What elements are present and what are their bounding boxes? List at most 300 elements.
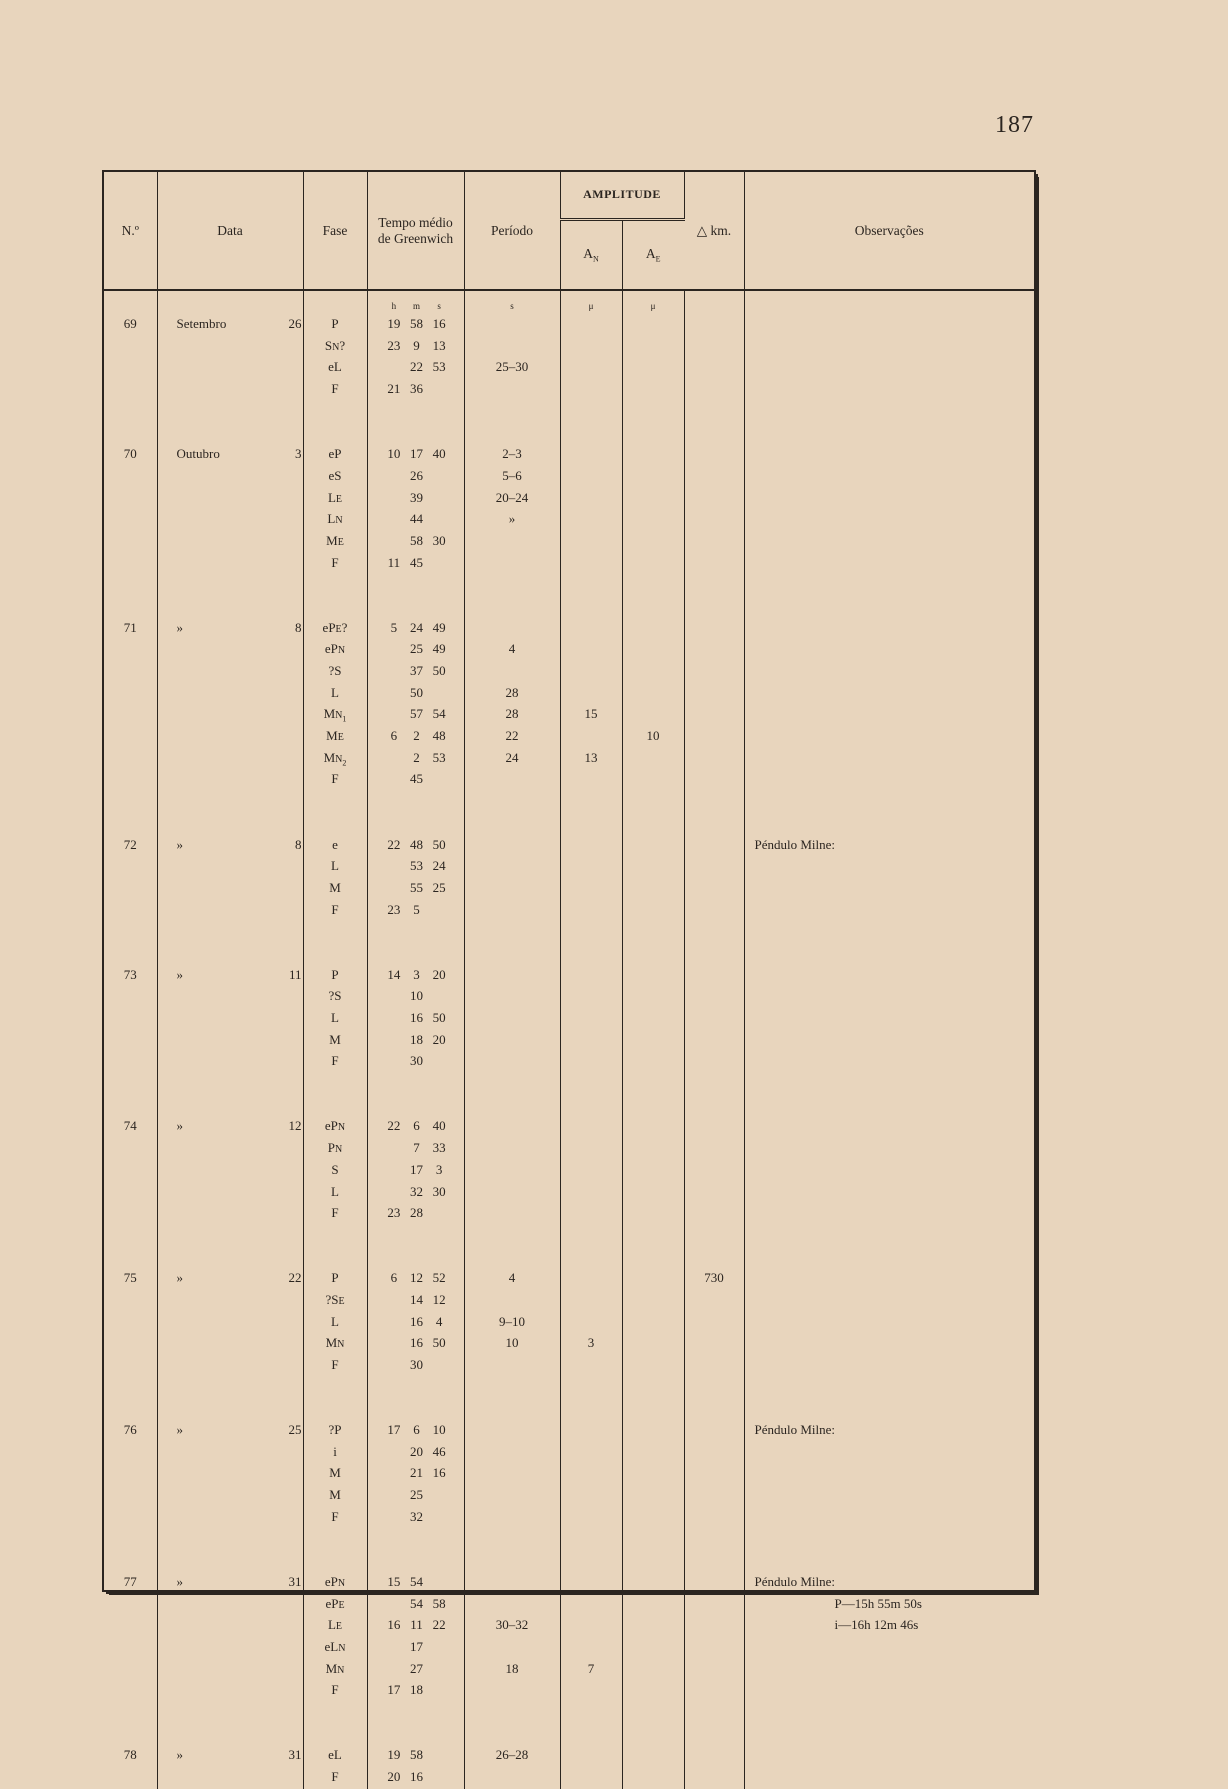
time-m: 54 bbox=[410, 1595, 423, 1611]
km-value bbox=[686, 465, 743, 487]
km-value bbox=[686, 1007, 743, 1029]
an-value: 13 bbox=[584, 749, 598, 765]
time-s: 16 bbox=[432, 1465, 446, 1481]
ae-value bbox=[624, 1267, 683, 1289]
time-h: 22 bbox=[387, 1118, 401, 1134]
column-an bbox=[560, 290, 622, 1789]
header-fase: Fase bbox=[303, 172, 367, 290]
ae-value bbox=[624, 747, 683, 769]
row-gap bbox=[369, 1397, 463, 1419]
row-gap bbox=[305, 1397, 366, 1419]
periodo-value bbox=[466, 1679, 559, 1701]
row-gap bbox=[159, 1549, 302, 1571]
ae-value bbox=[624, 1311, 683, 1333]
time-s: 53 bbox=[432, 749, 446, 765]
ae-value bbox=[624, 768, 683, 790]
time-m: 16 bbox=[410, 1335, 423, 1351]
an-value bbox=[562, 1484, 621, 1506]
time-value bbox=[369, 1267, 463, 1289]
entry-date bbox=[159, 617, 302, 639]
row-gap bbox=[624, 1397, 683, 1419]
time-m: 3 bbox=[413, 966, 420, 982]
observacao bbox=[755, 1029, 1034, 1051]
observacao bbox=[755, 1744, 1034, 1766]
ae-value bbox=[624, 1658, 683, 1680]
periodo-value bbox=[466, 1115, 559, 1137]
time-h: 15 bbox=[387, 1573, 401, 1589]
time-s: 16 bbox=[432, 316, 446, 331]
time-h: 5 bbox=[390, 619, 398, 635]
fase-value: ME bbox=[326, 728, 344, 744]
fase-value: L bbox=[331, 1010, 339, 1025]
entry-day: 11 bbox=[288, 966, 302, 982]
entry-num bbox=[105, 747, 156, 769]
km-value bbox=[686, 899, 743, 921]
km-value bbox=[686, 378, 743, 400]
row-gap bbox=[369, 812, 463, 834]
km-value bbox=[686, 443, 743, 465]
row-gap bbox=[624, 1376, 683, 1398]
time-m: 36 bbox=[410, 381, 423, 397]
time-value bbox=[369, 1766, 463, 1788]
ae-value bbox=[624, 1181, 683, 1203]
an-value bbox=[562, 1571, 621, 1593]
entry-date bbox=[159, 1181, 302, 1203]
ae-value bbox=[624, 1289, 683, 1311]
row-gap bbox=[159, 942, 302, 964]
row-gap bbox=[624, 812, 683, 834]
entry-date bbox=[159, 1484, 302, 1506]
periodo-value: 28 bbox=[505, 684, 519, 700]
time-m: 25 bbox=[410, 641, 423, 657]
ae-value bbox=[624, 530, 683, 552]
row-gap bbox=[686, 1528, 743, 1550]
fase-value: L bbox=[331, 1313, 339, 1329]
periodo-value bbox=[466, 1007, 559, 1029]
entry-day: 26 bbox=[288, 316, 302, 331]
time-h: 19 bbox=[387, 316, 401, 331]
entry-date bbox=[159, 1137, 302, 1159]
an-value bbox=[562, 725, 621, 747]
ae-value bbox=[624, 1614, 683, 1636]
time-h bbox=[383, 1636, 406, 1658]
time-h bbox=[383, 747, 406, 769]
fase-value: M bbox=[329, 1487, 341, 1503]
time-value bbox=[369, 1332, 463, 1354]
observacao bbox=[755, 1181, 1034, 1203]
time-h: 14 bbox=[387, 966, 401, 982]
an-value bbox=[562, 1289, 621, 1311]
an-value bbox=[562, 335, 621, 357]
entry-num bbox=[105, 855, 156, 877]
row-gap bbox=[686, 573, 743, 595]
time-s: 40 bbox=[432, 446, 446, 462]
time-h: 11 bbox=[387, 554, 401, 570]
ae-value bbox=[624, 1744, 683, 1766]
row-gap bbox=[755, 1072, 1034, 1094]
fase-value: F bbox=[331, 1508, 339, 1524]
time-value bbox=[369, 1679, 463, 1701]
fase-value: SN? bbox=[324, 337, 346, 353]
periodo-value: » bbox=[508, 511, 516, 527]
entry-date bbox=[159, 1744, 302, 1766]
row-gap bbox=[105, 595, 156, 617]
row-gap bbox=[105, 920, 156, 942]
entry-date bbox=[159, 1614, 302, 1636]
ae-value bbox=[624, 313, 683, 335]
entry-day: 12 bbox=[288, 1118, 302, 1134]
an-value bbox=[562, 1506, 621, 1528]
header-observacoes: Observações bbox=[744, 172, 1034, 290]
row-gap bbox=[624, 1224, 683, 1246]
an-value bbox=[562, 1115, 621, 1137]
time-h bbox=[383, 855, 406, 877]
row-gap bbox=[105, 1224, 156, 1246]
time-value bbox=[369, 1441, 463, 1463]
fase-value: P bbox=[331, 316, 339, 331]
km-value bbox=[686, 725, 743, 747]
periodo-value bbox=[466, 552, 559, 574]
row-gap bbox=[305, 573, 366, 595]
periodo-value: 22 bbox=[505, 728, 519, 744]
an-value bbox=[562, 899, 621, 921]
time-h bbox=[383, 1593, 406, 1615]
row-gap bbox=[624, 400, 683, 422]
entry-num: 77 bbox=[123, 1573, 137, 1589]
header-an: $A_N$ bbox=[560, 220, 622, 291]
observacao bbox=[755, 1050, 1034, 1072]
an-value bbox=[562, 834, 621, 856]
entry-date bbox=[159, 1679, 302, 1701]
time-h: 10 bbox=[387, 446, 401, 462]
row-gap bbox=[305, 812, 366, 834]
row-gap bbox=[466, 595, 559, 617]
time-m: 24 bbox=[410, 619, 423, 635]
row-gap bbox=[755, 421, 1034, 443]
km-value bbox=[686, 834, 743, 856]
time-value bbox=[369, 682, 463, 704]
an-value bbox=[562, 1181, 621, 1203]
entry-day: 25 bbox=[288, 1422, 302, 1438]
fase-value: ?S bbox=[328, 988, 342, 1004]
observacao bbox=[755, 508, 1034, 530]
observacao bbox=[755, 877, 1034, 899]
entry-num bbox=[105, 1311, 156, 1333]
entry-num: 71 bbox=[123, 619, 137, 635]
km-value bbox=[686, 985, 743, 1007]
observacao bbox=[755, 1441, 1034, 1463]
time-h: 21 bbox=[387, 381, 401, 397]
entry-num: 75 bbox=[123, 1270, 137, 1286]
km-value bbox=[686, 1614, 743, 1636]
row-gap bbox=[305, 942, 366, 964]
entry-date bbox=[159, 313, 302, 335]
periodo-value bbox=[466, 1571, 559, 1593]
fase-value: i bbox=[333, 1443, 337, 1459]
time-value bbox=[369, 1050, 463, 1072]
column-num bbox=[104, 290, 157, 1789]
ae-value bbox=[624, 1137, 683, 1159]
entry-date bbox=[159, 508, 302, 530]
time-h bbox=[383, 1029, 406, 1051]
entry-date bbox=[159, 1050, 302, 1072]
entry-num bbox=[105, 335, 156, 357]
row-gap bbox=[624, 1072, 683, 1094]
time-value bbox=[369, 313, 463, 335]
km-value bbox=[686, 1679, 743, 1701]
time-m: 17 bbox=[410, 1638, 423, 1654]
fase-value: L bbox=[331, 1183, 339, 1199]
entry-num bbox=[105, 1766, 156, 1788]
time-s: 40 bbox=[432, 1118, 446, 1134]
row-gap bbox=[369, 1072, 463, 1094]
ae-value bbox=[624, 1202, 683, 1224]
time-s: 3 bbox=[435, 1161, 443, 1177]
entry-num bbox=[105, 1029, 156, 1051]
time-s bbox=[428, 899, 451, 921]
time-m: 53 bbox=[410, 858, 423, 874]
observacao bbox=[755, 1289, 1034, 1311]
row-gap bbox=[105, 1094, 156, 1116]
time-s bbox=[428, 552, 451, 574]
row-gap bbox=[159, 1224, 302, 1246]
km-value bbox=[686, 1636, 743, 1658]
entry-num bbox=[105, 1462, 156, 1484]
entry-num: 78 bbox=[123, 1747, 137, 1763]
row-gap bbox=[105, 400, 156, 422]
km-value bbox=[686, 703, 743, 725]
time-s bbox=[428, 682, 451, 704]
entry-num bbox=[105, 1593, 156, 1615]
time-s: 53 bbox=[432, 359, 446, 375]
observacao bbox=[755, 1007, 1034, 1029]
row-gap bbox=[466, 1723, 559, 1745]
fase-value: eP bbox=[328, 446, 342, 462]
entry-num bbox=[105, 660, 156, 682]
observacao bbox=[755, 530, 1034, 552]
periodo-value bbox=[466, 1441, 559, 1463]
ae-value bbox=[624, 552, 683, 574]
ae-value bbox=[624, 1159, 683, 1181]
row-gap bbox=[159, 920, 302, 942]
row-gap bbox=[624, 1246, 683, 1268]
time-m: 5 bbox=[413, 901, 420, 917]
row-gap bbox=[466, 812, 559, 834]
row-gap bbox=[159, 595, 302, 617]
entry-num bbox=[105, 1679, 156, 1701]
entry-date bbox=[159, 834, 302, 856]
an-value bbox=[562, 313, 621, 335]
row-gap bbox=[686, 1701, 743, 1723]
km-value bbox=[686, 1115, 743, 1137]
ae-value bbox=[624, 1332, 683, 1354]
km-value bbox=[686, 682, 743, 704]
time-h bbox=[383, 1007, 406, 1029]
time-s: 48 bbox=[432, 728, 446, 744]
time-s: 20 bbox=[432, 1031, 446, 1047]
observacao bbox=[755, 1354, 1034, 1376]
periodo-value bbox=[466, 1137, 559, 1159]
time-h bbox=[383, 1289, 406, 1311]
row-gap bbox=[562, 400, 621, 422]
periodo-value: 4 bbox=[508, 641, 516, 657]
row-gap bbox=[369, 1549, 463, 1571]
fase-value: LE bbox=[327, 489, 343, 505]
seismogram-table bbox=[104, 172, 1034, 1789]
an-value bbox=[562, 638, 621, 660]
periodo-value bbox=[466, 768, 559, 790]
fase-value: L bbox=[331, 684, 339, 700]
time-s bbox=[428, 378, 451, 400]
row-gap bbox=[466, 1397, 559, 1419]
row-gap bbox=[562, 595, 621, 617]
entry-date bbox=[159, 985, 302, 1007]
entry-month: » bbox=[176, 1118, 183, 1134]
time-s: 52 bbox=[432, 1270, 446, 1286]
row-gap bbox=[624, 790, 683, 812]
time-value bbox=[369, 617, 463, 639]
page-number: 187 bbox=[995, 112, 1034, 138]
time-h bbox=[383, 1159, 406, 1181]
row-gap bbox=[466, 942, 559, 964]
an-value bbox=[562, 1159, 621, 1181]
entry-num bbox=[105, 899, 156, 921]
fase-value: ?SE bbox=[325, 1291, 345, 1307]
time-value bbox=[369, 1354, 463, 1376]
km-value bbox=[686, 356, 743, 378]
entry-date bbox=[159, 356, 302, 378]
km-value bbox=[686, 617, 743, 639]
time-h: 23 bbox=[387, 337, 401, 353]
entry-num bbox=[105, 1354, 156, 1376]
row-gap bbox=[305, 1723, 366, 1745]
entry-date bbox=[159, 768, 302, 790]
time-m: 17 bbox=[410, 1161, 423, 1177]
entry-num bbox=[105, 1614, 156, 1636]
km-value bbox=[686, 1766, 743, 1788]
time-s bbox=[428, 1679, 451, 1701]
observacao bbox=[755, 747, 1034, 769]
observacao bbox=[755, 1766, 1034, 1788]
periodo-value bbox=[466, 964, 559, 986]
periodo-value bbox=[466, 313, 559, 335]
time-m: 9 bbox=[413, 337, 420, 353]
an-value bbox=[562, 508, 621, 530]
row-gap bbox=[562, 1224, 621, 1246]
time-h bbox=[383, 1050, 406, 1072]
fase-value: ?S bbox=[328, 663, 342, 678]
row-gap bbox=[159, 1072, 302, 1094]
table-body-row bbox=[104, 290, 1034, 1789]
fase-value: ?P bbox=[328, 1422, 342, 1438]
periodo-value bbox=[466, 1354, 559, 1376]
periodo-value: 4 bbox=[508, 1270, 516, 1286]
an-value bbox=[562, 356, 621, 378]
observacao bbox=[755, 768, 1034, 790]
periodo-value bbox=[466, 1202, 559, 1224]
time-s bbox=[428, 1744, 451, 1766]
time-h bbox=[383, 508, 406, 530]
time-m: 2 bbox=[413, 749, 420, 765]
time-h bbox=[383, 1462, 406, 1484]
row-gap bbox=[466, 1376, 559, 1398]
periodo-value bbox=[466, 530, 559, 552]
time-h bbox=[383, 1354, 406, 1376]
km-value bbox=[686, 638, 743, 660]
periodo-value bbox=[466, 1766, 559, 1788]
periodo-value bbox=[466, 855, 559, 877]
entry-month: » bbox=[176, 619, 183, 635]
ae-value: 10 bbox=[646, 728, 660, 744]
periodo-value bbox=[466, 834, 559, 856]
km-value bbox=[686, 1658, 743, 1680]
an-value bbox=[562, 1050, 621, 1072]
observacao bbox=[755, 1658, 1034, 1680]
an-value bbox=[562, 682, 621, 704]
time-value bbox=[369, 335, 463, 357]
ae-value bbox=[624, 1441, 683, 1463]
ae-value bbox=[624, 465, 683, 487]
observacao bbox=[755, 682, 1034, 704]
row-gap bbox=[305, 1246, 366, 1268]
observacao bbox=[755, 964, 1034, 986]
entry-date bbox=[159, 1007, 302, 1029]
time-h bbox=[383, 682, 406, 704]
time-s bbox=[428, 1571, 451, 1593]
entry-num bbox=[105, 530, 156, 552]
time-value bbox=[369, 1159, 463, 1181]
time-m: 16 bbox=[410, 1313, 423, 1329]
periodo-value bbox=[466, 617, 559, 639]
km-value bbox=[686, 508, 743, 530]
row-gap bbox=[562, 812, 621, 834]
km-value bbox=[686, 1202, 743, 1224]
row-gap bbox=[159, 790, 302, 812]
entry-day: 31 bbox=[288, 1747, 302, 1763]
time-m: 16 bbox=[410, 1769, 423, 1785]
row-gap bbox=[369, 573, 463, 595]
observacao bbox=[755, 443, 1034, 465]
time-m: 39 bbox=[410, 489, 423, 505]
entry-date bbox=[159, 638, 302, 660]
an-value bbox=[562, 1462, 621, 1484]
km-value bbox=[686, 1571, 743, 1593]
entry-num bbox=[105, 768, 156, 790]
row-gap bbox=[369, 1701, 463, 1723]
observacao bbox=[755, 487, 1034, 509]
time-m: 27 bbox=[410, 1660, 423, 1676]
observacao bbox=[755, 1636, 1034, 1658]
time-s: 49 bbox=[432, 619, 446, 635]
periodo-value bbox=[466, 378, 559, 400]
row-gap bbox=[562, 1072, 621, 1094]
time-value bbox=[369, 660, 463, 682]
time-value bbox=[369, 1658, 463, 1680]
observacao: P—15h 55m 50s bbox=[834, 1595, 922, 1611]
periodo-value: 20–24 bbox=[495, 489, 529, 505]
time-h: 17 bbox=[387, 1422, 401, 1438]
km-value bbox=[686, 1419, 743, 1441]
entry-month: » bbox=[176, 1747, 183, 1763]
row-gap bbox=[105, 1549, 156, 1571]
row-gap bbox=[466, 1701, 559, 1723]
time-s: 10 bbox=[432, 1422, 446, 1438]
row-gap bbox=[686, 1246, 743, 1268]
row-gap bbox=[105, 421, 156, 443]
ae-value bbox=[624, 964, 683, 986]
seismogram-table-frame bbox=[102, 170, 1036, 1785]
an-value: 7 bbox=[587, 1660, 595, 1676]
